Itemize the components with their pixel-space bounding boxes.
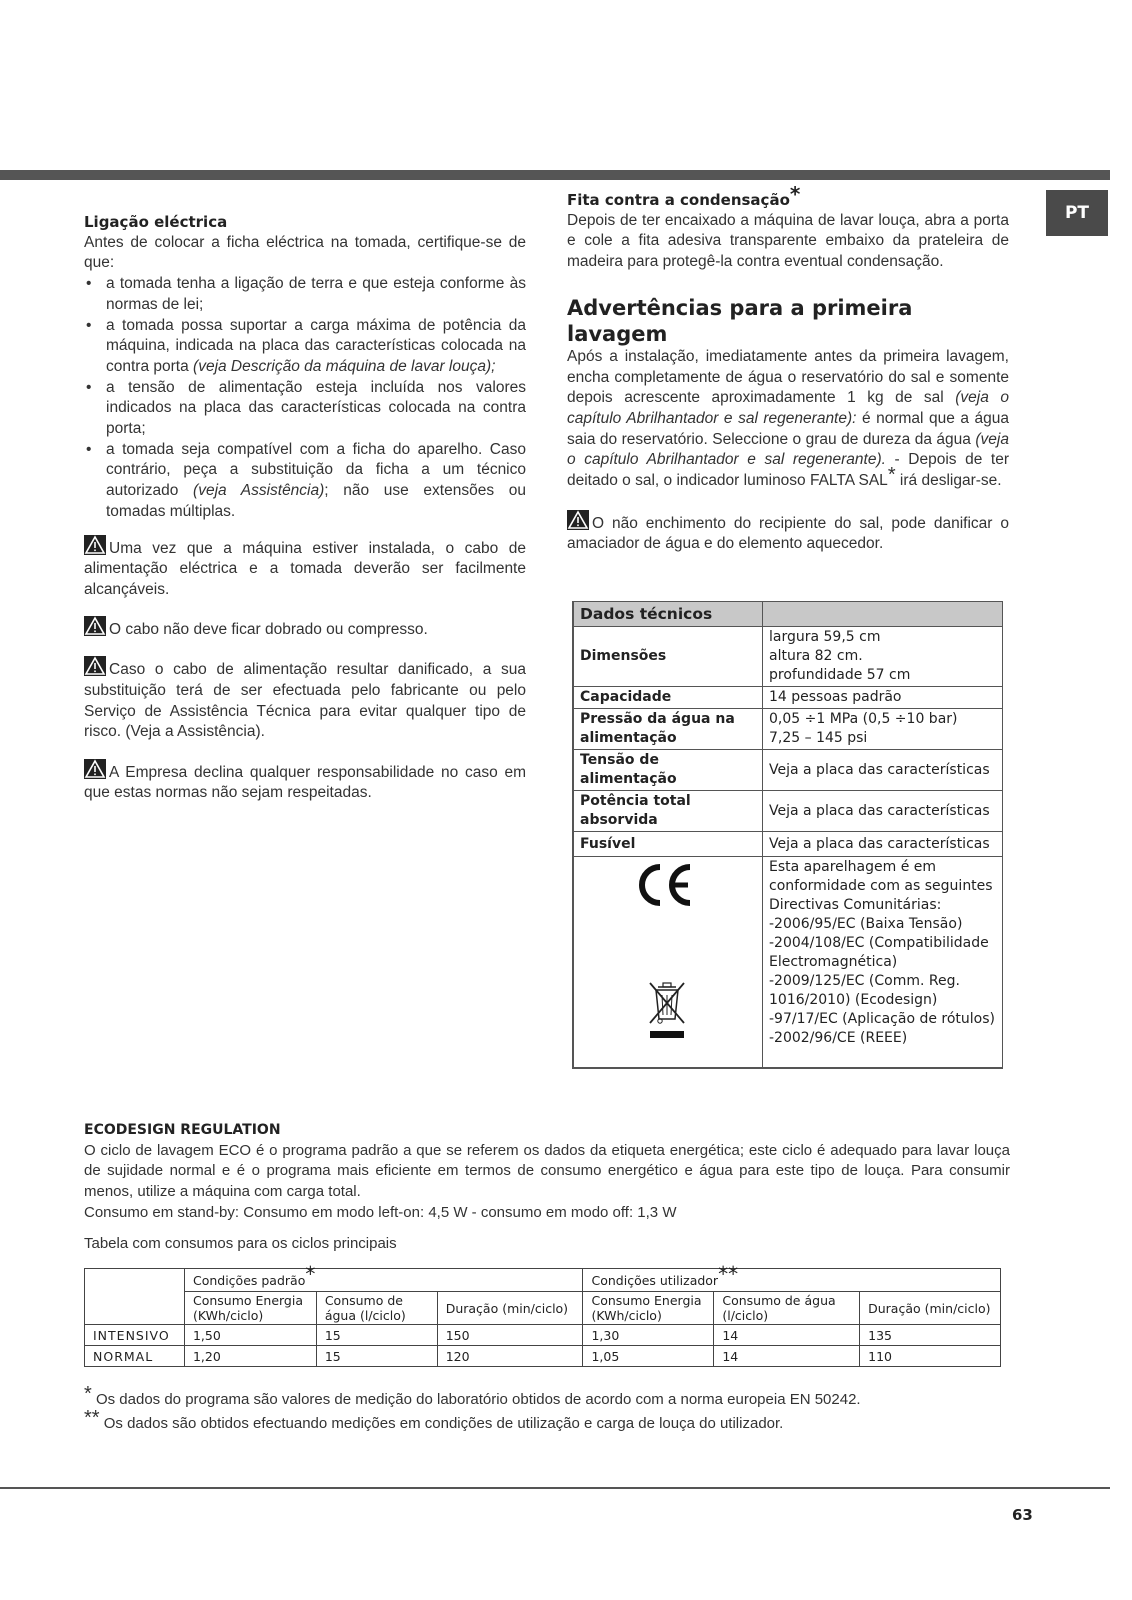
language-badge: PT bbox=[1046, 190, 1108, 236]
column-header: Consumo Energia (KWh/ciclo) bbox=[184, 1292, 316, 1325]
list-item: • a tomada tenha a ligação de terra e que esteja conforme às normas de lei; bbox=[84, 274, 526, 315]
table-row: INTENSIVO 1,50 15 150 1,30 14 135 bbox=[85, 1325, 1001, 1346]
footnote-star: * bbox=[887, 464, 896, 487]
top-rule bbox=[0, 170, 1110, 180]
ecodesign-title: ECODESIGN REGULATION bbox=[84, 1122, 281, 1138]
consumption-table-caption: Tabela com consumos para os ciclos principais bbox=[84, 1234, 397, 1252]
column-header: Consumo Energia (KWh/ciclo) bbox=[583, 1292, 714, 1325]
table-row: Capacidade 14 pessoas padrão bbox=[573, 687, 1003, 709]
footnotes bbox=[84, 1383, 1010, 1436]
right-column bbox=[567, 182, 1009, 571]
cross-reference: (veja o capítulo Abrilhantador e sal regenerante). bbox=[567, 430, 1009, 469]
column-header: Duração (min/ciclo) bbox=[860, 1292, 1001, 1325]
column-header: Consumo de água (l/ciclo) bbox=[714, 1292, 860, 1325]
footnote-1: * Os dados do programa são valores de medição do laboratório obtidos de acordo com a norma europeia EN 50242. bbox=[84, 1383, 861, 1408]
warning-note: O cabo não deve ficar dobrado ou compresso. bbox=[84, 616, 526, 641]
column-header: Consumo de água (l/ciclo) bbox=[316, 1292, 437, 1325]
list-item: • a tomada seja compatível com a ficha do aparelho. Caso contrário, peça a substituição da ficha a um técnico autorizado (veja Assistência); não use extensões ou tomadas múltiplas. bbox=[84, 440, 526, 523]
footnote-star: * bbox=[789, 182, 801, 206]
table-header-row bbox=[85, 1269, 1001, 1292]
group-standard: Condições padrão* bbox=[184, 1269, 583, 1292]
cross-reference: (veja Descrição da máquina de lavar louça); bbox=[193, 357, 496, 375]
bottom-rule bbox=[0, 1487, 1110, 1489]
ecodesign-section bbox=[84, 1120, 1010, 1254]
cross-reference: (veja o capítulo Abrilhantador e sal regenerante): bbox=[567, 389, 1009, 427]
electrical-intro: Antes de colocar a ficha eléctrica na tomada, certifique-se de que: bbox=[84, 233, 526, 272]
technical-data-table bbox=[572, 601, 1003, 1069]
column-header: Duração (min/ciclo) bbox=[437, 1292, 583, 1325]
table-row: Fusível Veja a placa das características bbox=[573, 832, 1003, 857]
warning-icon bbox=[84, 656, 106, 676]
table-row: NORMAL 1,20 15 120 1,05 14 110 bbox=[85, 1346, 1001, 1367]
consumption-table bbox=[84, 1261, 1001, 1367]
first-wash-text: Após a instalação, imediatamente antes da primeira lavagem, encha completamente de água o reservatório do sal e somente depois acrescente aproximadamente 1 kg de sal (veja o capítulo Abrilhantador e sal regenerante): é normal que a água saia do reservatório. Seleccione o grau de dureza da água (veja o capítulo Abrilhantador e sal regenerante). - Depois de ter deitado o sal, o indicador luminoso FALTA SAL* irá desligar-se. bbox=[567, 347, 1009, 490]
electrical-bullets bbox=[84, 274, 526, 522]
table-title: Dados técnicos bbox=[573, 602, 763, 627]
table-header-row bbox=[573, 602, 1003, 627]
warning-icon bbox=[84, 616, 106, 636]
first-wash-heading: Advertências para a primeira lavagem bbox=[567, 295, 913, 346]
table-row bbox=[573, 857, 1003, 1069]
table-row: Tensão de alimentação Veja a placa das características bbox=[573, 750, 1003, 791]
footnote-2: ** Os dados são obtidos efectuando medições em condições de utilização e carga de louça do utilizador. bbox=[84, 1407, 784, 1432]
table-header-row bbox=[85, 1292, 1001, 1325]
left-column bbox=[84, 212, 526, 820]
warning-note: A Empresa declina qualquer responsabilidade no caso em que estas normas não sejam respeitadas. bbox=[84, 759, 526, 804]
table-row: Dimensões largura 59,5 cm altura 82 cm. profundidade 57 cm bbox=[573, 627, 1003, 687]
directives-cell: Esta aparelhagem é em conformidade com as seguintes Directivas Comunitárias: -2006/95/EC (Baixa Tensão) -2004/108/EC (Compatibilidade Electromagnética) -2009/125/EC (Comm. Reg. 1016/2010) (Ecodesign) -97/17/EC (Aplicação de rótulos) -2002/96/CE (REEE) bbox=[763, 857, 1003, 1069]
ecodesign-text: O ciclo de lavagem ECO é o programa padrão a que se referem os dados da etiqueta energética; este ciclo é adequado para lavar louça de sujidade normal e é o programa mais eficiente em termos de consumo energético e água para este tipo de louça. Para consumir menos, utilize a máquina com carga total. bbox=[84, 1141, 1010, 1201]
table-row: Potência total absorvida Veja a placa das características bbox=[573, 791, 1003, 832]
tape-text: Depois de ter encaixado a máquina de lavar louça, abra a porta e cole a fita adesiva transparente embaixo da prateleira de madeira para protegê-la contra eventual condensação. bbox=[567, 211, 1009, 271]
table-row: Pressão da água na alimentação 0,05 ÷1 MPa (0,5 ÷10 bar) 7,25 – 145 psi bbox=[573, 709, 1003, 750]
list-item: • a tomada possa suportar a carga máxima de potência da máquina, indicada na placa das características colocada na contra porta (veja Descrição da máquina de lavar louça); bbox=[84, 316, 526, 378]
list-item: • a tensão de alimentação esteja incluída nos valores indicados na placa das características colocada na contra porta; bbox=[84, 378, 526, 440]
warning-icon bbox=[84, 535, 106, 555]
group-user: Condições utilizador** bbox=[583, 1269, 1001, 1292]
standby-text: Consumo em stand-by: Consumo em modo left-on: 4,5 W - consumo em modo off: 1,3 W bbox=[84, 1203, 677, 1221]
cross-reference: (veja Assistência) bbox=[193, 482, 325, 500]
page-number: 63 bbox=[1012, 1506, 1033, 1524]
electrical-heading: Ligação eléctrica bbox=[84, 213, 228, 231]
warning-icon bbox=[84, 759, 106, 779]
warning-note: Caso o cabo de alimentação resultar danificado, a sua substituição terá de ser efectuada pelo fabricante ou pelo Serviço de Assistência Técnica para evitar qualquer tipo de risco. (Veja a Assistência). bbox=[84, 656, 526, 743]
warning-note: O não enchimento do recipiente do sal, pode danificar o amaciador de água e do elemento aquecedor. bbox=[567, 510, 1009, 555]
warning-note: Uma vez que a máquina estiver instalada, o cabo de alimentação eléctrica e a tomada deverão ser facilmente alcançáveis. bbox=[84, 535, 526, 601]
tape-heading: Fita contra a condensação* bbox=[567, 182, 801, 209]
ce-mark-icon bbox=[636, 863, 696, 907]
weee-bin-icon bbox=[646, 981, 688, 1041]
warning-icon bbox=[567, 510, 589, 530]
